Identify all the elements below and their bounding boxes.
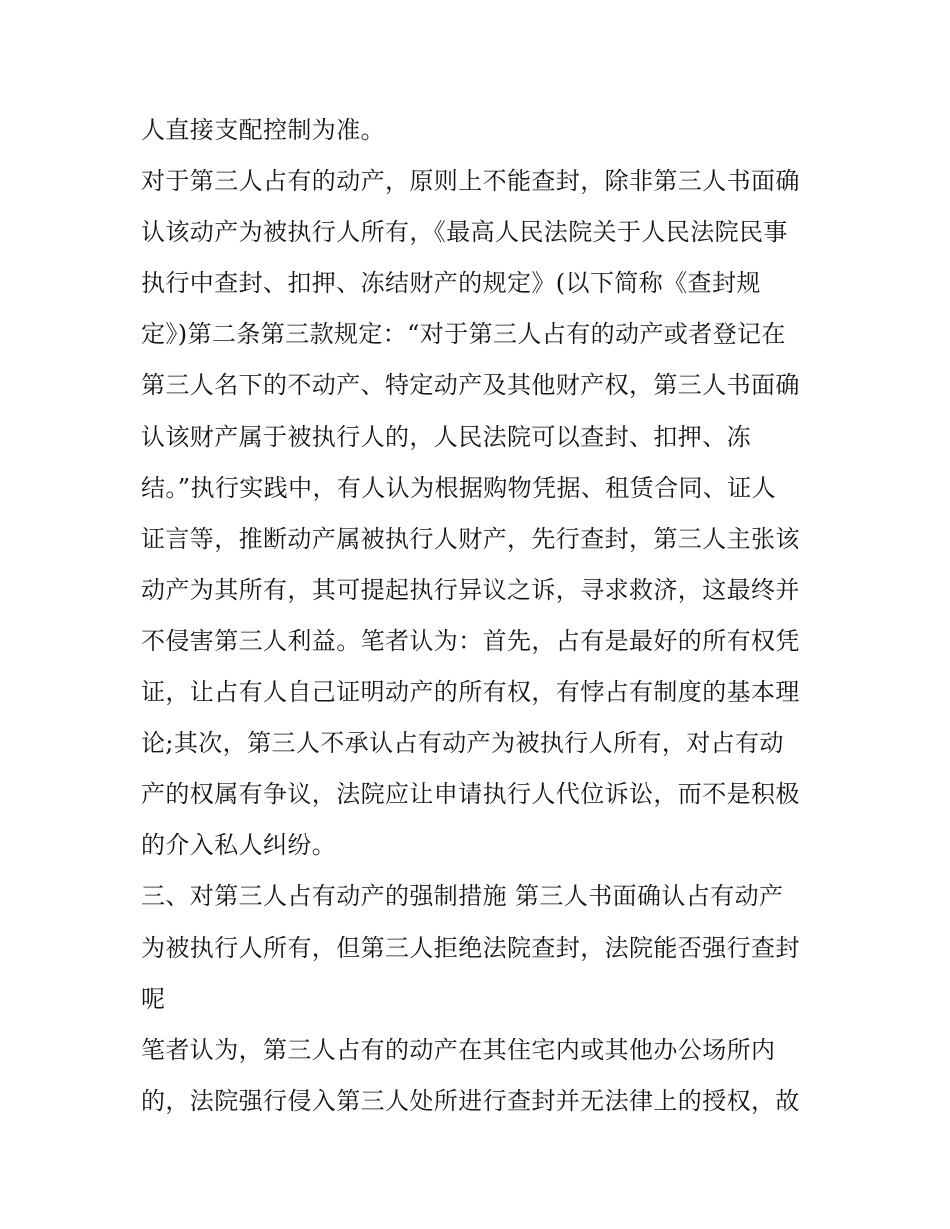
text-line: 的介入私人纠纷。 xyxy=(141,831,337,860)
text-line: 认该动产为被执行人所有，《最高人民法院关于人民法院民事 xyxy=(141,218,788,247)
text-line: 执行中查封、扣押、冻结财产的规定》(以下简称《查封规 xyxy=(141,269,761,298)
text-line: 论;其次，第三人不承认占有动产为被执行人所有，对占有动 xyxy=(141,729,784,758)
text-line: 不侵害第三人利益。笔者认为：首先，占有是最好的所有权凭 xyxy=(141,626,800,655)
text-line: 证，让占有人自己证明动产的所有权，有悖占有制度的基本理 xyxy=(141,678,800,707)
text-line: 为被执行人所有，但第三人拒绝法院查封，法院能否强行查封 xyxy=(141,933,800,962)
text-line: 结。”执行实践中，有人认为根据购物凭据、租赁合同、证人 xyxy=(141,473,777,502)
text-line: 对于第三人占有的动产，原则上不能查封，除非第三人书面确 xyxy=(141,167,800,196)
text-line: 动产为其所有，其可提起执行异议之诉，寻求救济，这最终并 xyxy=(141,575,800,604)
text-line: 的，法院强行侵入第三人处所进行查封并无法律上的授权，故 xyxy=(141,1086,800,1115)
text-line: 定》)第二条第三款规定：“对于第三人占有的动产或者登记在 xyxy=(141,320,786,349)
section-heading-line: 三、对第三人占有动产的强制措施 第三人书面确认占有动产 xyxy=(141,882,784,911)
text-line: 第三人名下的不动产、特定动产及其他财产权，第三人书面确 xyxy=(141,371,800,400)
text-line: 呢 xyxy=(141,984,166,1013)
text-line: 笔者认为，第三人占有的动产在其住宅内或其他办公场所内 xyxy=(141,1035,776,1064)
text-line: 证言等，推断动产属被执行人财产，先行查封，第三人主张该 xyxy=(141,524,800,553)
text-line: 人直接支配控制为准。 xyxy=(141,116,385,144)
text-line: 产的权属有争议，法院应让申请执行人代位诉讼，而不是积极 xyxy=(141,780,800,809)
document-body xyxy=(141,105,821,1127)
text-line: 认该财产属于被执行人的，人民法院可以查封、扣押、冻 xyxy=(141,422,751,451)
